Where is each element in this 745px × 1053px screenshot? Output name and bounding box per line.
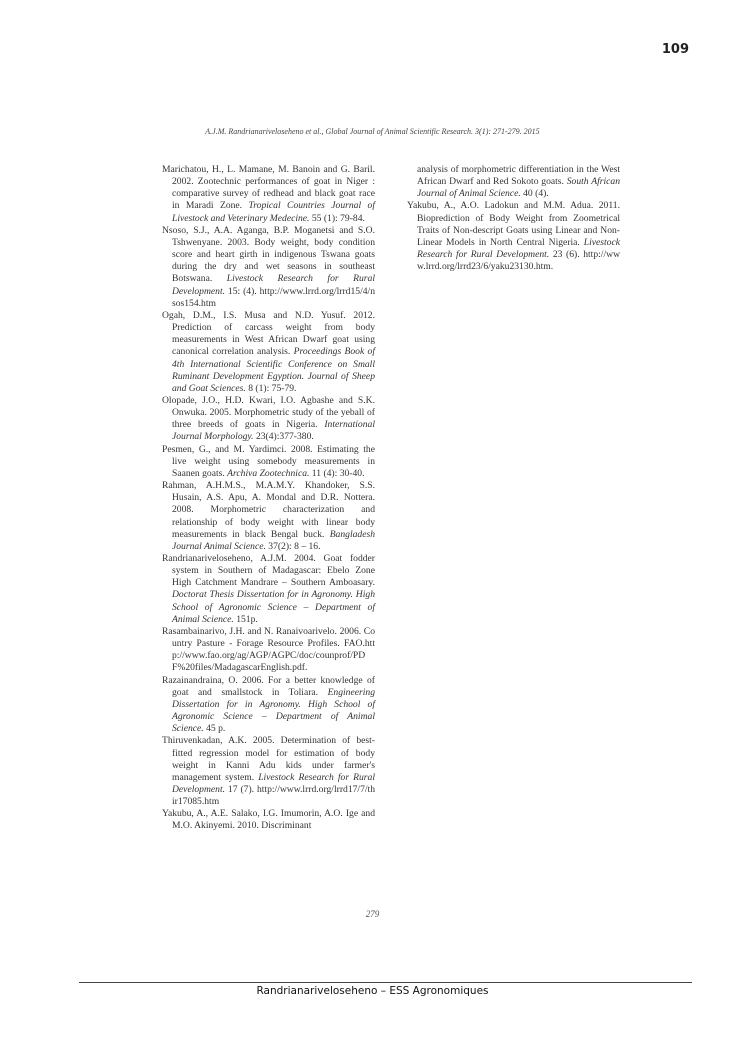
reference-entry: Olopade, J.O., H.D. Kwari, I.O. Agbashe and S.K. Onwuka. 2005. Morphometric study of the yeball of three breeds of goats in Nigeria. International Journal Morphology. 23(4):377-380. bbox=[162, 394, 375, 443]
reference-entry: Yakubu, A., A.E. Salako, I.G. Imumorin, A.O. Ige and M.O. Akinyemi. 2010. Discriminant bbox=[162, 808, 375, 832]
reference-entry: Randrianariveloseheno, A.J.M. 2004. Goat fodder system in Southern of Madagascar: Ebelo Zone High Catchment Mandrare – Southern Amboasary. Doctorat Thesis Dissertation for in Agronomy. High School of Agronomic Science – Department of Animal Science. 151p. bbox=[162, 553, 375, 625]
reference-entry: Razainandraina, O. 2006. For a better knowledge of goat and smallstock in Toliara. Engineering Dissertation for in Agronomy. High School of Agronomic Science – Department of Animal Science. 45 p. bbox=[162, 674, 375, 735]
page-number: 109 bbox=[661, 42, 689, 57]
references-left-column bbox=[162, 164, 375, 833]
reference-entry: Thiruvenkadan, A.K. 2005. Determination of best-fitted regression model for estimation of body weight in Kanni Adu kids under farmer's management system. Livestock Research for Rural Development. 17 (7). http://www.lrrd.org/lrrd17/7/thir17085.htm bbox=[162, 735, 375, 808]
reference-entry: Yakubu, A., A.O. Ladokun and M.M. Adua. 2011. Bioprediction of Body Weight from Zoometrical Traits of Non-descript Goats using Linear and Non-Linear Models in North Central Nigeria. Livestock Research for Rural Development. 23 (6). http://www.lrrd.org/lrrd23/6/yaku23130.htm. bbox=[407, 200, 620, 273]
journal-page-number: 279 bbox=[365, 909, 380, 919]
reference-entry: Rahman, A.H.M.S., M.A.M.Y. Khandoker, S.S. Husain, A.S. Apu, A. Mondal and D.R. Nottera. 2008. Morphometric characterization and relationship of body weight with linear body measurements in black Bengal buck. Bangladesh Journal Animal Science. 37(2): 8 – 16. bbox=[162, 480, 375, 552]
running-head: A.J.M. Randrianariveloseheno et al., Global Journal of Animal Scientific Research. 3(1): 271-279. 2015 bbox=[205, 127, 540, 136]
reference-entry: Nsoso, S.J., A.A. Aganga, B.P. Moganetsi and S.O. Tshwenyane. 2003. Body weight, body condition score and heart girth in indigenous Tswana goats during the dry and wet seasons in southeast Botswana. Livestock Research for Rural Development. 15: (4). http://www.lrrd.org/lrrd15/4/nsos154.htm bbox=[162, 224, 375, 309]
footer-rule bbox=[79, 982, 692, 983]
reference-entry: Rasambainarivo, J.H. and N. Ranaivoarivelo. 2006. Country Pasture - Forage Resource Profiles. FAO.http://www.fao.org/ag/AGP/AGPC/doc/counprof/PDF%20files/MadagascarEnglish.pdf. bbox=[162, 625, 375, 674]
reference-entry-continued: analysis of morphometric differentiation in the West African Dwarf and Red Sokoto goats. South African Journal of Animal Science. 40 (4). bbox=[417, 164, 620, 200]
reference-entry: Ogah, D.M., I.S. Musa and N.D. Yusuf. 2012. Prediction of carcass weight from body measurements in West African Dwarf goat using canonical correlation analysis. Proceedings Book of 4th International Scientific Conference on Small Ruminant Development Egyption. Journal of Sheep and Goat Sciences. 8 (1): 75-79. bbox=[162, 309, 375, 394]
footer-text: Randrianariveloseheno – ESS Agronomiques bbox=[256, 985, 489, 997]
references-right-column bbox=[407, 164, 620, 273]
reference-entry: Marichatou, H., L. Mamane, M. Banoin and G. Baril. 2002. Zootechnic performances of goat in Niger : comparative survey of redhead and black goat race in Maradi Zone. Tropical Countries Journal of Livestock and Veterinary Medecine. 55 (1): 79-84. bbox=[162, 164, 375, 224]
reference-entry: Pesmen, G., and M. Yardimci. 2008. Estimating the live weight using somebody measurements in Saanen goats. Archiva Zootechnica. 11 (4): 30-40. bbox=[162, 443, 375, 479]
